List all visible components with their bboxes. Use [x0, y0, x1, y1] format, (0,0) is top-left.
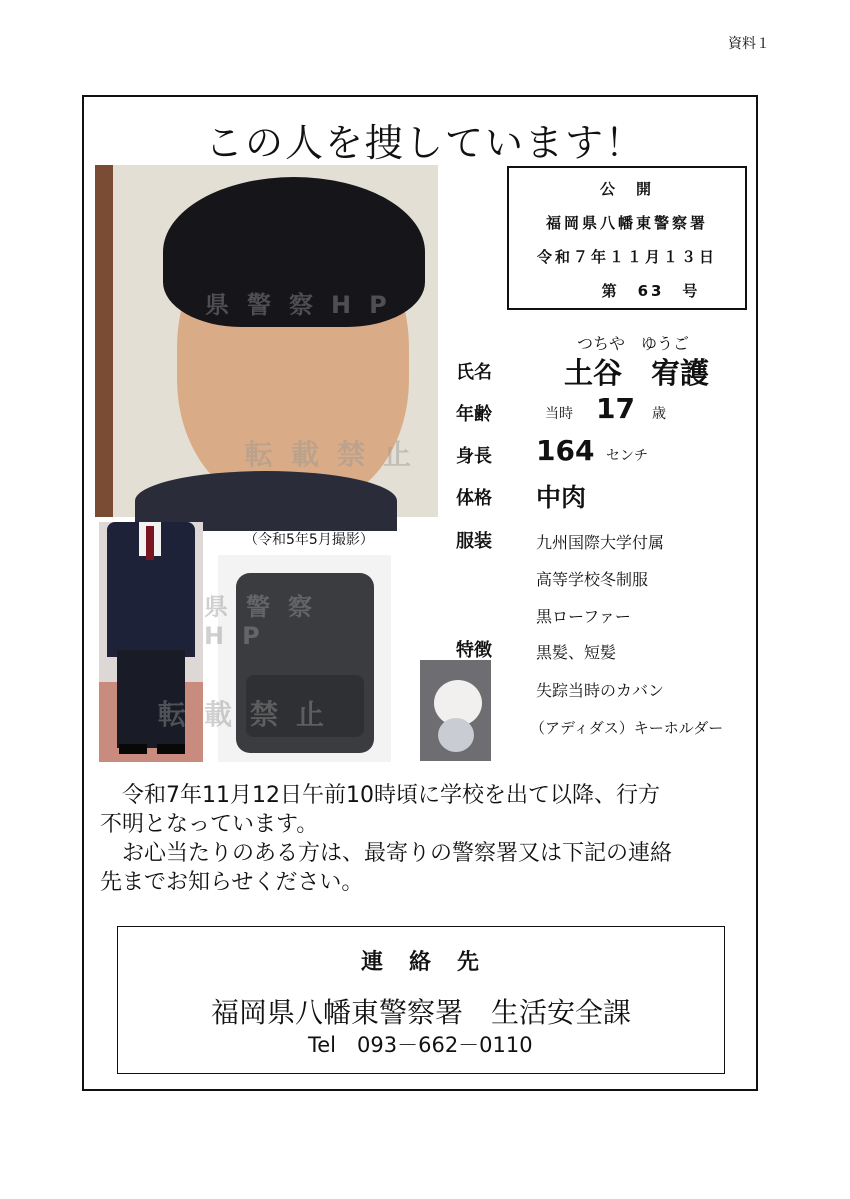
bag-photo: [158, 555, 391, 762]
stamp-line-3: 令和７年１１月１３日: [536, 248, 717, 266]
stamp-line-1: 公 開: [599, 180, 654, 198]
height-unit: センチ: [606, 448, 648, 464]
clothes-line-1: 九州国際大学付属: [536, 533, 665, 552]
clothes-line-3: 黒ローファー: [536, 607, 631, 626]
body-text-line-4: 先までお知らせください。: [100, 870, 364, 895]
height-label: 身長: [456, 446, 492, 467]
body-text-line-2: 不明となっています。: [100, 812, 319, 837]
watermark-bag-upper: 県警察HP: [204, 593, 330, 650]
height-value: 164: [536, 434, 595, 467]
name-ruby: つちや ゆうご: [577, 334, 690, 353]
document-reference: 資料１: [728, 36, 770, 52]
stamp-line-2: 福岡県八幡東警察署: [545, 214, 708, 232]
clothes-line-2: 高等学校冬制服: [536, 570, 649, 589]
stamp-line-4: 第 63 号: [601, 282, 701, 300]
watermark-upper: 県警察HP: [205, 291, 405, 319]
age-value: 17: [596, 392, 635, 425]
poster-headline: この人を捜しています！: [204, 121, 645, 165]
contact-organization: 福岡県八幡東警察署 生活安全課: [210, 996, 631, 1029]
age-label: 年齢: [456, 404, 492, 425]
build-value: 中肉: [536, 483, 587, 512]
clothes-label: 服装: [456, 531, 492, 552]
features-line-2: 失踪当時のカバン: [536, 681, 665, 700]
body-text-line-3: お心当たりのある方は、最寄りの警察署又は下記の連絡: [122, 841, 673, 866]
keychain-photo: [420, 660, 491, 761]
features-line-3: （アディダス）キーホルダー: [530, 719, 724, 737]
age-unit: 歳: [652, 406, 666, 422]
person-name: 土谷 宥護: [564, 356, 710, 390]
watermark-bag-lower: 転載禁止: [158, 698, 343, 731]
contact-box: [117, 926, 725, 1074]
watermark-lower: 転載禁止: [245, 438, 430, 471]
features-label: 特徴: [456, 640, 492, 661]
features-line-1: 黒髪、短髪: [536, 643, 617, 662]
face-photo: [95, 165, 438, 517]
contact-title: 連 絡 先: [360, 950, 481, 975]
contact-phone[interactable]: Tel 093－662－0110: [308, 1033, 533, 1057]
build-label: 体格: [456, 488, 492, 509]
body-text-line-1: 令和7年11月12日午前10時頃に学校を出て以降、行方: [122, 783, 660, 808]
publication-stamp: [507, 166, 747, 310]
photo-caption: （令和5年5月撮影）: [244, 532, 374, 548]
age-prefix: 当時: [545, 406, 573, 422]
name-label: 氏名: [456, 362, 492, 383]
